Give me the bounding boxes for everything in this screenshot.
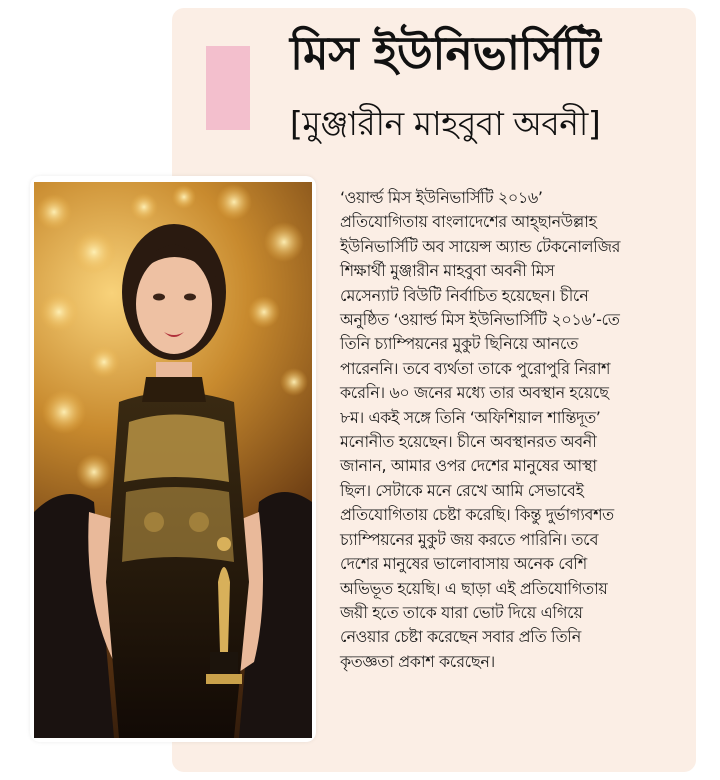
body-line: নেওয়ার চেষ্টা করেছেন সবার প্রতি তিনি xyxy=(340,627,581,647)
body-line: করেনি। ৬০ জনের মধ্যে তার অবস্থান হয়েছে xyxy=(340,383,609,403)
body-line: জয়ী হতে তাকে যারা ভোট দিয়ে এগিয়ে xyxy=(340,602,583,622)
portrait-photo xyxy=(34,182,312,738)
body-line: অনুষ্ঠিত ‘ওয়ার্ল্ড মিস ইউনিভার্সিটি ২০১৬’-তে xyxy=(340,310,620,330)
body-line: পারেননি। তবে ব্যর্থতা তাকে পুরোপুরি নিরাশ xyxy=(340,358,611,378)
body-line: প্রতিযোগিতায় চেষ্টা করেছি। কিন্তু দুর্ভাগ্যবশত xyxy=(340,505,614,525)
headline: মিস ইউনিভার্সিটি xyxy=(290,26,601,80)
body-line: তিনি চ্যাম্পিয়নের মুকুট ছিনিয়ে আনতে xyxy=(340,334,578,354)
article-body xyxy=(340,186,684,674)
byline: [মুঞ্জারীন মাহবুবা অবনী] xyxy=(290,104,601,143)
body-line: কৃতজ্ঞতা প্রকাশ করেছেন। xyxy=(340,651,495,671)
portrait-illustration xyxy=(34,182,312,738)
accent-bar xyxy=(206,46,250,130)
body-line: শিক্ষার্থী মুঞ্জারীন মাহবুবা অবনী মিস xyxy=(340,261,555,281)
body-line: ছিল। সেটাকে মনে রেখে আমি সেভাবেই xyxy=(340,480,584,500)
body-line: চ্যাম্পিয়নের মুকুট জয় করতে পারিনি। তবে xyxy=(340,529,599,549)
collar xyxy=(142,377,206,402)
body-line: মনোনীত হয়েছেন। চীনে অবস্থানরত অবনী xyxy=(340,432,597,452)
face xyxy=(136,254,212,354)
body-line: ৮ম। একই সঙ্গে তিনি ‘অফিশিয়াল শান্তিদূত’ xyxy=(340,407,601,427)
body-line: দেশের মানুষের ভালোবাসায় অনেক বেশি xyxy=(340,554,587,574)
body-line: প্রতিযোগিতায় বাংলাদেশের আহ্ছানউল্লাহ xyxy=(340,212,597,232)
body-line: অভিভূত হয়েছি। এ ছাড়া এই প্রতিযোগিতায় xyxy=(340,578,608,598)
body-line: মেসেন্যাট বিউটি নির্বাচিত হয়েছেন। চীনে xyxy=(340,285,589,305)
body-line: জানান, আমার ওপর দেশের মানুষের আস্থা xyxy=(340,456,597,476)
body-line: ইউনিভার্সিটি অব সায়েন্স অ্যান্ড টেকনোলজির xyxy=(340,236,621,256)
body-line: ‘ওয়ার্ল্ড মিস ইউনিভার্সিটি ২০১৬’ xyxy=(340,188,543,207)
